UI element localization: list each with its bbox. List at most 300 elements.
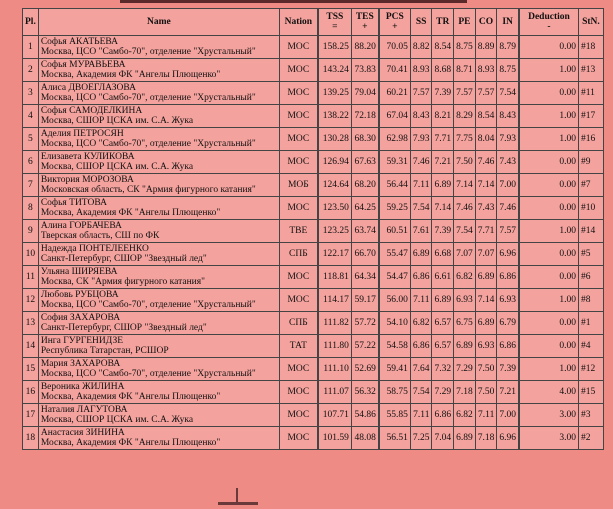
cell-in: 7.93: [497, 128, 519, 151]
cell-tr: 7.32: [432, 358, 454, 381]
cell-start-number: #11: [578, 82, 603, 105]
cell-ss: 7.64: [410, 358, 432, 381]
cell-pcs: 59.41: [379, 358, 411, 381]
skater-name: Анастасия ЗИНИНА: [40, 428, 125, 438]
skater-name: Вероника ЖИЛИНА: [40, 382, 125, 392]
cell-name: [38, 266, 279, 289]
skater-club: Москва, СШОР ЦСКА им. С.А. Жука: [40, 415, 194, 425]
cell-pcs: 70.41: [379, 59, 411, 82]
cell-place: 7: [23, 174, 39, 197]
cell-pe: 7.50: [454, 151, 476, 174]
cell-deduction: 1.00: [519, 105, 579, 128]
cell-tes: 63.74: [351, 220, 379, 243]
cell-ss: 7.93: [410, 128, 432, 151]
cell-start-number: #14: [578, 220, 603, 243]
cell-co: 7.50: [475, 381, 497, 404]
cell-co: 6.89: [475, 312, 497, 335]
cell-name: [38, 82, 279, 105]
cell-place: 14: [23, 335, 39, 358]
cell-in: 6.93: [497, 289, 519, 312]
cell-tr: 6.89: [432, 289, 454, 312]
table-row: [23, 381, 604, 404]
cell-co: 7.50: [475, 358, 497, 381]
cell-pe: 7.18: [454, 381, 476, 404]
cell-nation: МОС: [279, 36, 318, 59]
cell-tss: 111.10: [318, 358, 352, 381]
cell-ss: 6.86: [410, 266, 432, 289]
cell-start-number: #13: [578, 59, 603, 82]
cell-pcs: 62.98: [379, 128, 411, 151]
header-name: Name: [38, 9, 279, 36]
table-header-row: [23, 9, 604, 36]
cell-in: 6.96: [497, 427, 519, 450]
cell-tss: 111.80: [318, 335, 352, 358]
table-row: [23, 36, 604, 59]
cell-tr: 7.04: [432, 427, 454, 450]
cell-in: 6.79: [497, 312, 519, 335]
skater-name: Мария ЗАХАРОВА: [40, 359, 121, 369]
cell-pcs: 56.00: [379, 289, 411, 312]
cell-pe: 6.89: [454, 427, 476, 450]
cell-ss: 7.11: [410, 404, 432, 427]
cell-tss: 111.07: [318, 381, 352, 404]
cell-in: 7.00: [497, 174, 519, 197]
cell-ss: 6.89: [410, 243, 432, 266]
cell-tss: 126.94: [318, 151, 352, 174]
header-deduction: [519, 9, 579, 36]
cell-place: 10: [23, 243, 39, 266]
cell-place: 5: [23, 128, 39, 151]
cell-pe: 7.46: [454, 197, 476, 220]
cell-name: [38, 197, 279, 220]
cell-pcs: 56.44: [379, 174, 411, 197]
cell-nation: МОС: [279, 151, 318, 174]
header-ss: SS: [410, 9, 432, 36]
cell-ss: 7.25: [410, 427, 432, 450]
cell-pcs: 59.31: [379, 151, 411, 174]
cell-pe: 7.75: [454, 128, 476, 151]
cell-name: [38, 289, 279, 312]
cell-pe: 7.57: [454, 82, 476, 105]
cell-deduction: 0.00: [519, 197, 579, 220]
cell-nation: МОС: [279, 358, 318, 381]
cell-tr: 8.68: [432, 59, 454, 82]
cell-nation: МОС: [279, 105, 318, 128]
cell-tr: 8.21: [432, 105, 454, 128]
cell-name: [38, 404, 279, 427]
cell-tr: 7.39: [432, 220, 454, 243]
cell-tr: 7.29: [432, 381, 454, 404]
cell-pe: 7.07: [454, 243, 476, 266]
header-tss-sign: =: [332, 22, 338, 32]
cell-co: 7.14: [475, 289, 497, 312]
cell-deduction: 1.00: [519, 128, 579, 151]
skater-club: Москва, Академия ФК "Ангелы Плющенко": [40, 392, 221, 402]
skater-name: Софья МУРАВЬЕВА: [40, 60, 126, 70]
cell-nation: МОС: [279, 381, 318, 404]
skater-club: Санкт-Петербург, СШОР "Звездный лед": [40, 323, 207, 333]
cell-pcs: 70.05: [379, 36, 411, 59]
bottom-divider-tick: [236, 488, 238, 502]
cell-nation: МОС: [279, 59, 318, 82]
cell-start-number: #17: [578, 105, 603, 128]
cell-deduction: 0.00: [519, 312, 579, 335]
cell-start-number: #5: [578, 243, 603, 266]
cell-nation: МОС: [279, 427, 318, 450]
skater-club: Республика Татарстан, РСШОР: [40, 346, 169, 356]
cell-deduction: 0.00: [519, 82, 579, 105]
cell-in: 7.39: [497, 358, 519, 381]
cell-place: 13: [23, 312, 39, 335]
cell-deduction: 1.00: [519, 59, 579, 82]
cell-place: 17: [23, 404, 39, 427]
cell-tr: 6.89: [432, 174, 454, 197]
table-row: [23, 128, 604, 151]
cell-tr: 7.14: [432, 197, 454, 220]
cell-tr: 8.54: [432, 36, 454, 59]
table-row: [23, 151, 604, 174]
cell-in: 7.43: [497, 151, 519, 174]
cell-tss: 118.81: [318, 266, 352, 289]
cell-deduction: 0.00: [519, 266, 579, 289]
header-in: IN: [497, 9, 519, 36]
cell-pe: 6.82: [454, 266, 476, 289]
cell-co: 8.54: [475, 105, 497, 128]
cell-pe: 7.14: [454, 174, 476, 197]
skater-club: Москва, ЦСО "Самбо-70", отделение "Хрустальный": [40, 139, 256, 149]
cell-pcs: 67.04: [379, 105, 411, 128]
cell-deduction: 0.00: [519, 335, 579, 358]
cell-tes: 57.22: [351, 335, 379, 358]
skater-club: Москва, Академия ФК "Ангелы Плющенко": [40, 70, 221, 80]
cell-in: 7.21: [497, 381, 519, 404]
skater-name: Аделия ПЕТРОСЯН: [40, 129, 124, 139]
table-row: [23, 105, 604, 128]
cell-nation: МОС: [279, 289, 318, 312]
header-tr: TR: [432, 9, 454, 36]
cell-co: 7.11: [475, 404, 497, 427]
cell-tss: 138.22: [318, 105, 352, 128]
cell-tes: 88.20: [351, 36, 379, 59]
cell-tes: 79.04: [351, 82, 379, 105]
cell-name: [38, 243, 279, 266]
cell-start-number: #16: [578, 128, 603, 151]
cell-co: 7.71: [475, 220, 497, 243]
cell-tr: 6.57: [432, 312, 454, 335]
cell-co: 7.07: [475, 243, 497, 266]
cell-co: 7.43: [475, 197, 497, 220]
cell-tes: 64.25: [351, 197, 379, 220]
cell-place: 9: [23, 220, 39, 243]
cell-start-number: #18: [578, 36, 603, 59]
cell-place: 18: [23, 427, 39, 450]
skater-club: Москва, Академия ФК "Ангелы Плющенко": [40, 208, 221, 218]
cell-nation: СПБ: [279, 243, 318, 266]
cell-ss: 7.54: [410, 381, 432, 404]
cell-pe: 8.71: [454, 59, 476, 82]
cell-in: 7.57: [497, 220, 519, 243]
cell-deduction: 1.00: [519, 358, 579, 381]
skater-name: Алиса ДВОЕГЛАЗОВА: [40, 83, 136, 93]
cell-tss: 158.25: [318, 36, 352, 59]
table-row: [23, 289, 604, 312]
cell-pe: 6.89: [454, 335, 476, 358]
skater-club: Тверская область, СШ по ФК: [40, 231, 160, 241]
cell-nation: ТВЕ: [279, 220, 318, 243]
cell-tes: 67.63: [351, 151, 379, 174]
skater-club: Москва, ЦСО "Самбо-70", отделение "Хрустальный": [40, 300, 256, 310]
cell-nation: МОС: [279, 404, 318, 427]
header-pcs-label: PCS: [385, 12, 404, 22]
bottom-divider: [218, 502, 258, 505]
header-tes-sign: +: [362, 22, 368, 32]
cell-deduction: 3.00: [519, 427, 579, 450]
cell-place: 16: [23, 381, 39, 404]
skater-club: Москва, СШОР ЦСКА им. С.А. Жука: [40, 116, 194, 126]
cell-place: 15: [23, 358, 39, 381]
cell-in: 6.86: [497, 335, 519, 358]
cell-deduction: 0.00: [519, 174, 579, 197]
cell-tss: 111.82: [318, 312, 352, 335]
cell-start-number: #3: [578, 404, 603, 427]
table-row: [23, 82, 604, 105]
cell-tss: 123.50: [318, 197, 352, 220]
cell-deduction: 0.00: [519, 36, 579, 59]
cell-ss: 8.43: [410, 105, 432, 128]
header-nation: Nation: [279, 9, 318, 36]
header-tes: [351, 9, 379, 36]
cell-ss: 8.93: [410, 59, 432, 82]
header-pcs-sign: +: [392, 22, 398, 32]
skater-club: Московская область, СК "Армия фигурного катания": [40, 185, 256, 195]
cell-ss: 7.11: [410, 289, 432, 312]
cell-in: 7.46: [497, 197, 519, 220]
cell-name: [38, 358, 279, 381]
cell-in: 7.00: [497, 404, 519, 427]
cell-pcs: 55.47: [379, 243, 411, 266]
cell-ss: 6.86: [410, 335, 432, 358]
cell-in: 6.96: [497, 243, 519, 266]
cell-pe: 6.82: [454, 404, 476, 427]
cell-tes: 52.69: [351, 358, 379, 381]
cell-tss: 101.59: [318, 427, 352, 450]
cell-tr: 6.86: [432, 404, 454, 427]
header-co: CO: [475, 9, 497, 36]
skater-name: Надежда ПОНТЕЛЕЕНКО: [40, 244, 149, 254]
cell-pcs: 54.58: [379, 335, 411, 358]
cell-ss: 7.46: [410, 151, 432, 174]
cell-nation: СПБ: [279, 312, 318, 335]
cell-co: 7.46: [475, 151, 497, 174]
skater-club: Москва, СШОР ЦСКА им. С.А. Жука: [40, 162, 194, 172]
cell-name: [38, 220, 279, 243]
skater-name: Виктория МОРОЗОВА: [40, 175, 134, 185]
cell-name: [38, 427, 279, 450]
cell-co: 8.93: [475, 59, 497, 82]
cell-pcs: 59.25: [379, 197, 411, 220]
cell-co: 8.04: [475, 128, 497, 151]
cell-ss: 7.61: [410, 220, 432, 243]
header-tes-label: TES: [355, 12, 374, 22]
cell-name: [38, 312, 279, 335]
cell-nation: МОС: [279, 197, 318, 220]
cell-deduction: 4.00: [519, 381, 579, 404]
cell-in: 8.43: [497, 105, 519, 128]
cell-start-number: #15: [578, 381, 603, 404]
table-row: [23, 427, 604, 450]
table-row: [23, 220, 604, 243]
cell-place: 2: [23, 59, 39, 82]
skater-club: Москва, ЦСО "Самбо-70", отделение "Хрустальный": [40, 369, 256, 379]
cell-start-number: #12: [578, 358, 603, 381]
skater-name: Инга ГУРГЕНИДЗЕ: [40, 336, 124, 346]
cell-pcs: 60.21: [379, 82, 411, 105]
cell-name: [38, 151, 279, 174]
table-row: [23, 243, 604, 266]
skater-name: Софья САМОДЕЛКИНА: [40, 106, 143, 116]
skater-club: Санкт-Петербург, СШОР "Звездный лед": [40, 254, 207, 264]
cell-tss: 143.24: [318, 59, 352, 82]
cell-start-number: #1: [578, 312, 603, 335]
cell-tes: 73.83: [351, 59, 379, 82]
cell-tss: 122.17: [318, 243, 352, 266]
table-row: [23, 59, 604, 82]
skater-club: Москва, СК "Армия фигурного катания": [40, 277, 206, 287]
cell-tes: 64.34: [351, 266, 379, 289]
cell-pe: 8.75: [454, 36, 476, 59]
cell-deduction: 3.00: [519, 404, 579, 427]
cell-in: 8.75: [497, 59, 519, 82]
cell-tr: 7.39: [432, 82, 454, 105]
cell-nation: МОС: [279, 266, 318, 289]
skater-club: Москва, ЦСО "Самбо-70", отделение "Хрустальный": [40, 93, 256, 103]
cell-co: 6.89: [475, 266, 497, 289]
cell-deduction: 0.00: [519, 151, 579, 174]
cell-start-number: #8: [578, 289, 603, 312]
header-deduction-label: Deduction: [528, 12, 570, 22]
table-row: [23, 335, 604, 358]
cell-start-number: #6: [578, 266, 603, 289]
cell-tes: 72.18: [351, 105, 379, 128]
cell-place: 8: [23, 197, 39, 220]
cell-nation: МОС: [279, 82, 318, 105]
skater-name: Алина ГОРБАЧЕВА: [40, 221, 122, 231]
cell-ss: 7.54: [410, 197, 432, 220]
cell-ss: 6.82: [410, 312, 432, 335]
cell-ss: 7.11: [410, 174, 432, 197]
skater-name: Ульяна ШИРЯЕВА: [40, 267, 118, 277]
cell-in: 6.86: [497, 266, 519, 289]
cell-co: 6.93: [475, 335, 497, 358]
cell-pe: 7.29: [454, 358, 476, 381]
cell-deduction: 1.00: [519, 220, 579, 243]
header-deduction-sign: -: [547, 22, 551, 32]
cell-nation: ТАТ: [279, 335, 318, 358]
cell-co: 8.89: [475, 36, 497, 59]
cell-start-number: #4: [578, 335, 603, 358]
cell-start-number: #7: [578, 174, 603, 197]
cell-name: [38, 381, 279, 404]
skater-club: Москва, Академия ФК "Ангелы Плющенко": [40, 438, 221, 448]
skater-name: Софья ТИТОВА: [40, 198, 107, 208]
cell-pe: 6.93: [454, 289, 476, 312]
header-pe: PE: [454, 9, 476, 36]
cell-place: 4: [23, 105, 39, 128]
cell-tes: 48.08: [351, 427, 379, 450]
cell-place: 1: [23, 36, 39, 59]
cell-start-number: #10: [578, 197, 603, 220]
cell-name: [38, 335, 279, 358]
cell-tss: 124.64: [318, 174, 352, 197]
skater-name: Елизавета КУЛИКОВА: [40, 152, 135, 162]
cell-deduction: 0.00: [519, 243, 579, 266]
results-body: [23, 36, 604, 450]
cell-tes: 68.20: [351, 174, 379, 197]
header-tss-label: TSS: [326, 12, 344, 22]
cell-pe: 6.75: [454, 312, 476, 335]
cell-name: [38, 128, 279, 151]
cell-deduction: 1.00: [519, 289, 579, 312]
cell-tes: 66.70: [351, 243, 379, 266]
cell-pcs: 58.75: [379, 381, 411, 404]
results-table: [22, 8, 604, 450]
cell-tr: 6.57: [432, 335, 454, 358]
cell-tes: 59.17: [351, 289, 379, 312]
cell-name: [38, 36, 279, 59]
cell-pcs: 60.51: [379, 220, 411, 243]
cell-pcs: 55.85: [379, 404, 411, 427]
cell-name: [38, 59, 279, 82]
skater-name: Софья АКАТЬЕВА: [40, 37, 119, 47]
table-row: [23, 266, 604, 289]
cell-tr: 7.21: [432, 151, 454, 174]
table-row: [23, 197, 604, 220]
cell-co: 7.57: [475, 82, 497, 105]
cell-tes: 56.32: [351, 381, 379, 404]
header-start-number: StN.: [578, 9, 603, 36]
cell-name: [38, 174, 279, 197]
cell-name: [38, 105, 279, 128]
cell-tes: 54.86: [351, 404, 379, 427]
cell-tes: 68.30: [351, 128, 379, 151]
cell-start-number: #2: [578, 427, 603, 450]
cell-pe: 8.29: [454, 105, 476, 128]
cell-tes: 57.72: [351, 312, 379, 335]
cell-nation: МОС: [279, 128, 318, 151]
skater-name: София ЗАХАРОВА: [40, 313, 121, 323]
cell-start-number: #9: [578, 151, 603, 174]
table-row: [23, 312, 604, 335]
header-pcs: [379, 9, 411, 36]
cell-tss: 107.71: [318, 404, 352, 427]
top-divider: [120, 0, 467, 3]
cell-place: 6: [23, 151, 39, 174]
skater-name: Наталия ЛАГУТОВА: [40, 405, 128, 415]
cell-place: 11: [23, 266, 39, 289]
cell-in: 8.79: [497, 36, 519, 59]
cell-tss: 114.17: [318, 289, 352, 312]
skater-name: Любовь РУБЦОВА: [40, 290, 119, 300]
cell-in: 7.54: [497, 82, 519, 105]
table-row: [23, 174, 604, 197]
cell-nation: МОБ: [279, 174, 318, 197]
table-row: [23, 404, 604, 427]
cell-place: 3: [23, 82, 39, 105]
header-tss: [318, 9, 352, 36]
table-row: [23, 358, 604, 381]
cell-pcs: 56.51: [379, 427, 411, 450]
header-place: Pl.: [23, 9, 39, 36]
